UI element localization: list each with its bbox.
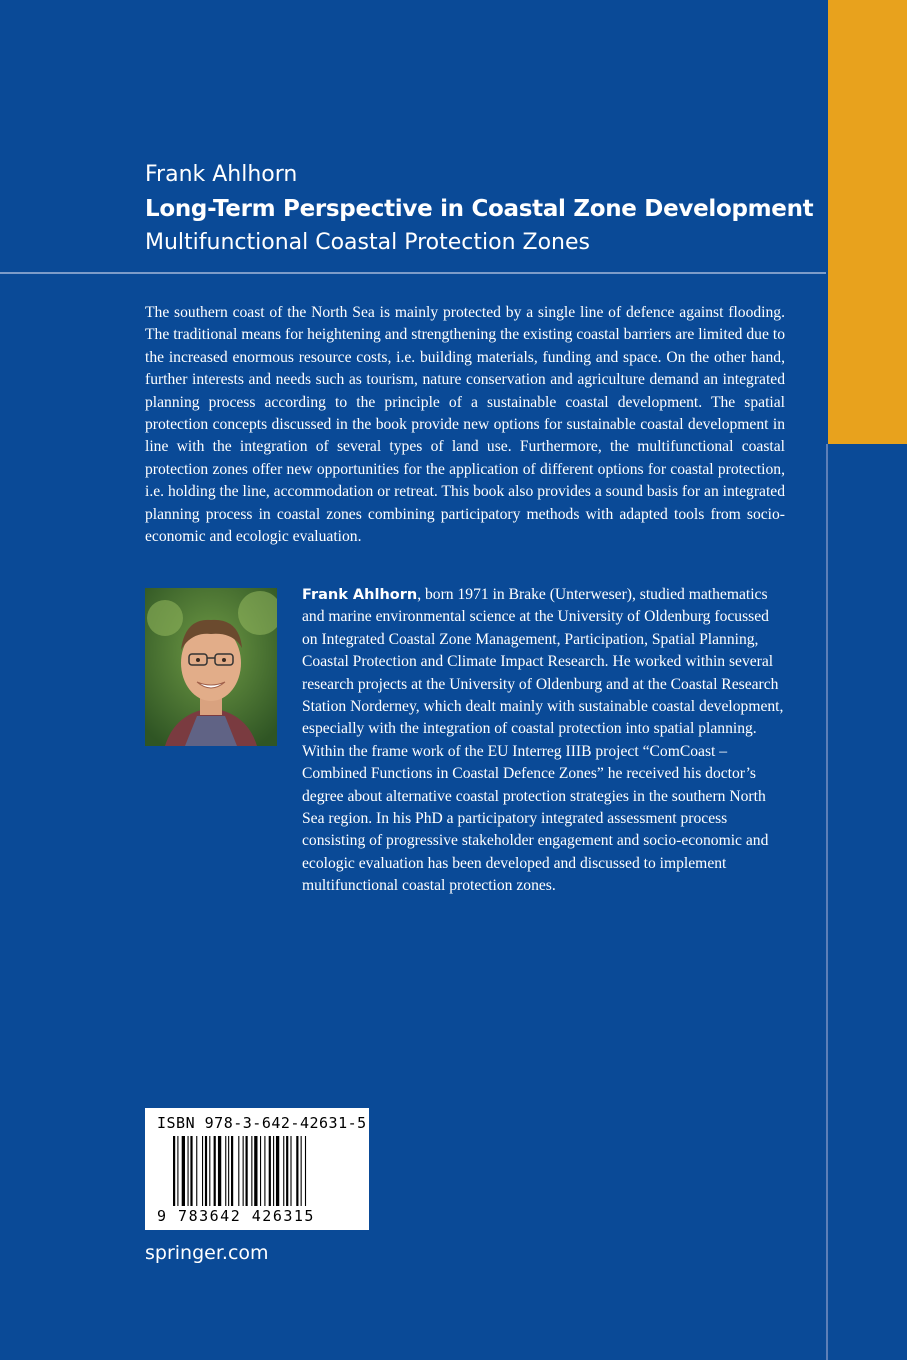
- bio-text: , born 1971 in Brake (Unterweser), studied mathematics and marine environmental science at the University of Oldenburg focussed on Integrated Coastal Zone Management, Participation, Spatial Planning, Coastal Protection and Climate Impact Research. He worked within several research projects at the University of Oldenburg and at the Coastal Research Station Norderney, which dealt mainly with sustainable coastal development, especially with the integration of coastal protection into spatial planning. Within the frame work of the EU Interreg IIIB project “ComCoast – Combined Functions in Coastal Defence Zones” he received his doctor’s degree about alternative coastal protection strategies in the southern North Sea region. In his PhD a participatory integrated assessment process consisting of progressive stakeholder engagement and socio-economic and ecologic evaluation has been developed and discussed to implement multifunctional coastal protection zones.: [302, 586, 784, 895]
- book-subtitle: Multifunctional Coastal Protection Zones: [145, 230, 590, 255]
- isbn-label: ISBN 978-3-642-42631-5: [157, 1114, 367, 1132]
- book-blurb: The southern coast of the North Sea is mainly protected by a single line of defence against flooding. The traditional means for heightening and strengthening the existing coastal barriers are limited due to the increased enormous resource costs, i.e. building materials, funding and space. On the other hand, further interests and needs such as tourism, nature conservation and agriculture demand an integrated planning process according to the principle of a sustainable coastal development. The spatial protection concepts discussed in the book provide new options for sustainable coastal development in line with the integration of several types of land use. Furthermore, the multifunctional coastal protection zones offer new opportunities for the application of different options for coastal protection, i.e. holding the line, accommodation or retreat. This book also provides a sound basis for an integrated planning process in coastal zones combining participatory methods with adapted tools from socio-economic and ecologic evaluation.: [145, 304, 785, 546]
- spine-strip: [826, 444, 907, 1360]
- cover-header: [145, 158, 815, 260]
- book-title: Long-Term Perspective in Coastal Zone Development: [145, 196, 814, 222]
- author-bio: [302, 584, 787, 898]
- author-name: Frank Ahlhorn: [145, 162, 298, 187]
- bio-author-name: Frank Ahlhorn: [302, 587, 418, 603]
- spine-accent-block: [828, 0, 907, 444]
- isbn-barcode: [145, 1108, 369, 1230]
- publisher-url[interactable]: springer.com: [145, 1242, 269, 1264]
- barcode-icon: [173, 1136, 353, 1206]
- author-photo: [145, 588, 277, 746]
- ean-digits: 9 783642 426315: [157, 1207, 315, 1225]
- divider-rule: [0, 272, 826, 274]
